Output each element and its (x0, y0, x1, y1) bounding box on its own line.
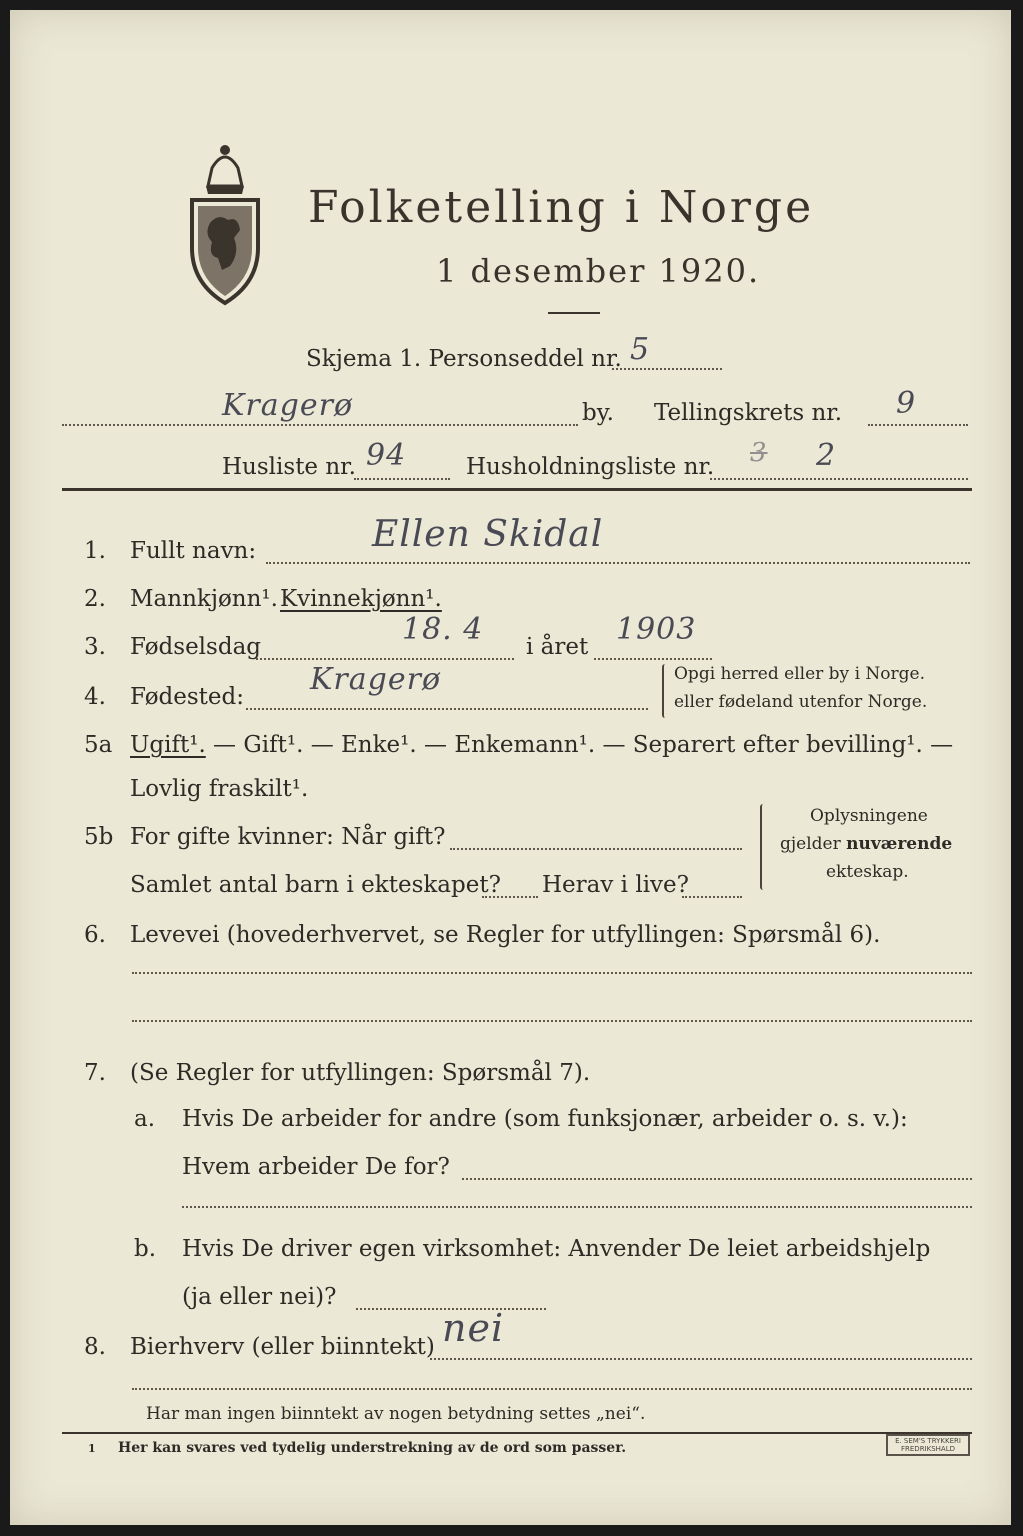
husholdning-value: 2 (816, 438, 837, 473)
q3-year-field-line (594, 658, 712, 660)
q4-note-line2: eller fødeland utenfor Norge. (674, 692, 928, 712)
footer-separator (62, 1432, 972, 1434)
q7-number: 7. (84, 1060, 106, 1086)
q7b-text: Hvis De driver egen virksomhet: Anvender De leiet arbeidshjelp (182, 1236, 931, 1262)
q5a-number: 5a (84, 732, 113, 758)
q8-number: 8. (84, 1334, 106, 1360)
title-divider (548, 312, 600, 314)
q8-field-line-2 (132, 1388, 972, 1390)
tellingskrets-value: 9 (896, 386, 917, 421)
q7a-field-line-2 (182, 1206, 972, 1208)
tellingskrets-field-line (868, 424, 968, 426)
city-field-line (62, 424, 578, 426)
q1-full-name-value: Ellen Skidal (372, 514, 604, 555)
q3-year-label: i året (526, 634, 589, 660)
q5b-number: 5b (84, 824, 114, 850)
q7a-letter: a. (134, 1106, 156, 1132)
census-form-page (10, 10, 1011, 1525)
city-value: Kragerø (222, 388, 353, 423)
q4-field-line (246, 708, 648, 710)
norwegian-coat-of-arms-icon (182, 138, 268, 308)
footnote-text: Her kan svares ved tydelig understrekning av de ord som passer. (118, 1440, 627, 1456)
q5a-options (130, 732, 953, 758)
q5b-note-line3: ekteskap. (826, 862, 909, 882)
husholdning-field-line (710, 478, 968, 480)
q5b-children-label: Samlet antal barn i ekteskapet? (130, 872, 501, 898)
form-title: Folketelling i Norge (308, 182, 815, 233)
q5b-brace (760, 804, 766, 890)
printer-stamp: E. SEM'S TRYKKERI FREDRIKSHALD (886, 1434, 970, 1456)
q5b-married-field-line (450, 848, 742, 850)
q5b-alive-label: Herav i live? (542, 872, 689, 898)
q5a-other-options: — Gift¹. — Enke¹. — Enkemann¹. — Separert efter bevilling¹. — (205, 732, 954, 758)
q2-mannkjonn: Mannkjønn¹. (130, 586, 278, 612)
husholdning-struck-value: 3 (750, 438, 768, 468)
q5b-line1: For gifte kvinner: Når gift? (130, 824, 446, 850)
by-label: by. (582, 400, 614, 426)
husliste-label: Husliste nr. (222, 454, 356, 480)
q8-field-line (430, 1358, 972, 1360)
q3-year-value: 1903 (616, 612, 697, 647)
q8-label: Bierhverv (eller biinntekt) (130, 1334, 435, 1360)
q7a-employer-label: Hvem arbeider De for? (182, 1154, 450, 1180)
q2-kvinnekjonn: Kvinnekjønn¹. (280, 586, 442, 612)
footnote-mark: 1 (88, 1442, 96, 1455)
tellingskrets-label: Tellingskrets nr. (654, 400, 843, 426)
q1-field-line (266, 562, 970, 564)
q5b-alive-field-line (682, 896, 742, 898)
q7-label: (Se Regler for utfyllingen: Spørsmål 7). (130, 1060, 591, 1086)
q4-number: 4. (84, 684, 106, 710)
husliste-value: 94 (366, 438, 407, 473)
q6-number: 6. (84, 922, 106, 948)
footer-note: Har man ingen biinntekt av nogen betydning settes „nei“. (146, 1404, 646, 1424)
schema-value: 5 (630, 332, 651, 367)
schema-field-line (612, 368, 722, 370)
q5a-line2: Lovlig fraskilt¹. (130, 776, 309, 802)
q8-value: nei (442, 1306, 505, 1350)
q5b-children-field-line (482, 896, 538, 898)
header-separator (62, 488, 972, 491)
form-date: 1 desember 1920. (436, 252, 761, 290)
q7a-employer-field-line (462, 1178, 972, 1180)
q3-number: 3. (84, 634, 106, 660)
q6-label: Levevei (hovederhvervet, se Regler for utfyllingen: Spørsmål 6). (130, 922, 881, 948)
q1-number: 1. (84, 538, 106, 564)
q5a-ugift: Ugift¹. (130, 732, 206, 758)
q7a-text: Hvis De arbeider for andre (som funksjonær, arbeider o. s. v.): (182, 1106, 908, 1132)
q7b-yes-no-label: (ja eller nei)? (182, 1284, 337, 1310)
q6-field-line-2 (132, 1020, 972, 1022)
q1-label: Fullt navn: (130, 538, 257, 564)
q6-field-line-1 (132, 972, 972, 974)
q5b-note-line2 (780, 834, 952, 854)
q4-birthplace-value: Kragerø (310, 662, 441, 697)
schema-label: Skjema 1. Personseddel nr. (306, 346, 622, 372)
q4-label: Fødested: (130, 684, 245, 710)
q5b-note-line1: Oplysningene (810, 806, 928, 826)
q5b-note-current: nuværende (846, 834, 953, 854)
q7b-letter: b. (134, 1236, 157, 1262)
q4-note-line1: Opgi herred eller by i Norge. (674, 664, 925, 684)
q3-label: Fødselsdag (130, 634, 262, 660)
q4-brace (662, 664, 668, 718)
q2-number: 2. (84, 586, 106, 612)
husliste-field-line (354, 478, 450, 480)
q5b-note-gjelder: gjelder (780, 834, 841, 854)
q3-field-line (256, 658, 514, 660)
husholdning-label: Husholdningsliste nr. (466, 454, 715, 480)
q3-birthday-value: 18. 4 (402, 612, 484, 647)
